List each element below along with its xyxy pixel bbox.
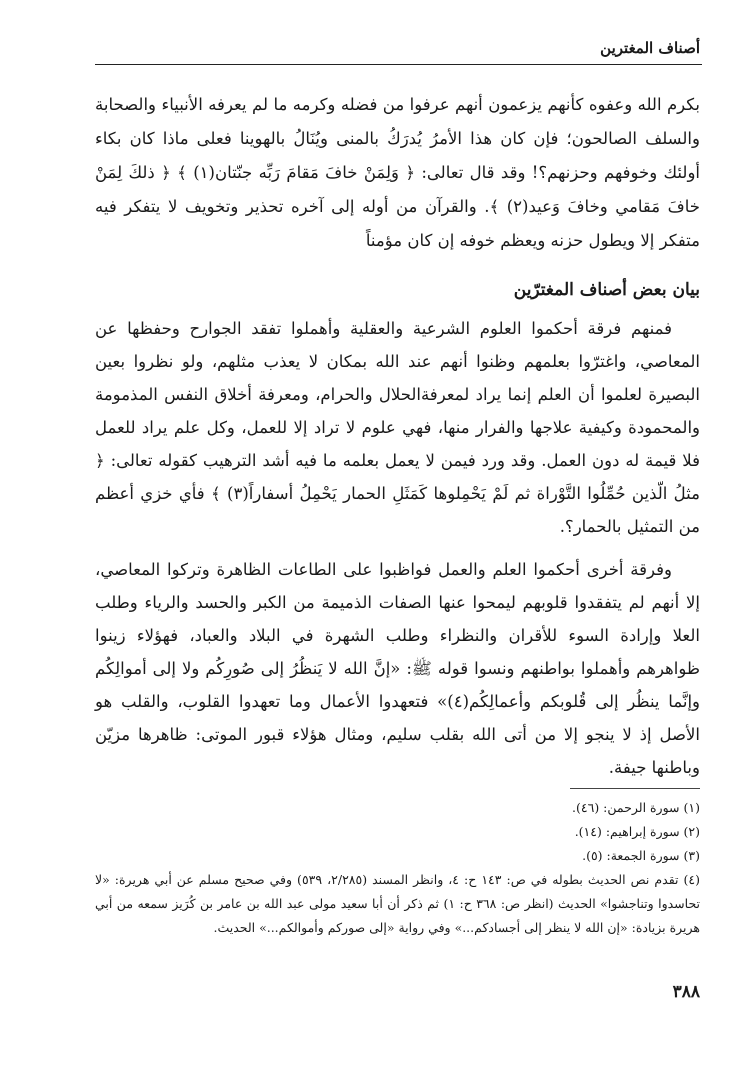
section-paragraph: فمنهم فرقة أحكموا العلوم الشرعية والعقلية وأهملوا تفقد الجوارح وحفظها عن المعاصي، واغترّوا بعلمهم وظنوا أنهم عند الله بمكان لا يعذب مثلهم، ولو نظروا بعين البصيرة لعلموا أن العلم إنما يراد لمعرفةالحلال والحرام، ومعرفة أخلاق النفس المذمومة والمحمودة وكيفية علاجها والفرار منها، فهي علوم لا تراد إلا للعمل، وكل علم يراد للعمل فلا قيمة له دون العمل. وقد ورد فيمن لا يعمل بعلمه ما فيه أشد الترهيب كقوله تعالى: ﴿ مثلُ الّذين حُمِّلُوا التَّوْراة ثم لَمْ يَحْمِلوها كَمَثَلِ الحمار يَحْمِلُ أسفاراً(٣) ﴾ فأي خزي أعظم من التمثيل بالحمار؟. (95, 319, 700, 536)
footnote-item: (٤) تقدم نص الحديث بطوله في ص: ١٤٣ ح: ٤، وانظر المسند (٢/٢٨٥، ٥٣٩) وفي صحيح مسلم عن أبي هريرة: «لا تحاسدوا وتناجشوا» الحديث (انظر ص: ٣٦٨ ح: ١) ثم ذكر أن أبا سعيد مولى عبد الله بن عامر بن كُرَيز سمعه من أبي هريرة بزيادة: «إن الله لا ينظر إلى أجسادكم...» وفي رواية «إلى صوركم وأموالكم...» الحديث. (95, 872, 700, 935)
footnote-item: (٣) سورة الجمعة: (٥). (582, 848, 700, 863)
page-number: ٣٨٨ (672, 982, 700, 1002)
footnote-item: (١) سورة الرحمن: (٤٦). (572, 800, 700, 815)
running-header: أصناف المغترين (600, 39, 700, 57)
footnotes (95, 796, 700, 940)
header-rule (95, 64, 702, 65)
intro-paragraph-text: بكرم الله وعفوه كأنهم يزعمون أنهم عرفوا من فضله وكرمه ما لم يعرفه الأنبياء والصحابة والسلف الصالحون؛ فإن كان هذا الأمرُ يُدرَكُ بالمنى ويُنَالُ بالهوينا فعلى ماذا كان بكاء أولئك وخوفهم وحزنهم؟! وقد قال تعالى: ﴿ وَلِمَنْ خافَ مَقامَ رَبِّه جنّتان(١) ﴾ ﴿ ذلكَ لِمَنْ خافَ مَقامي وخافَ وَعيد(٢) ﴾. والقرآن من أوله إلى آخره تحذير وتخويف لا يتفكر فيه متفكر إلا ويطول حزنه ويعظم خوفه إن كان مؤمناً (95, 95, 700, 250)
intro-paragraph (95, 88, 700, 258)
section-body (95, 312, 700, 784)
section-paragraph: وفرقة أخرى أحكموا العلم والعمل فواظبوا على الطاعات الظاهرة وتركوا المعاصي، إلا أنهم لم يتفقدوا قلوبهم ليمحوا عنها الصفات الذميمة من الكبر والحسد والرياء وطلب العلا وإرادة السوء للأقران والنظراء وطلب الشهرة في البلاد والعباد، فهؤلاء زينوا ظواهرهم وأهملوا بواطنهم ونسوا قوله ﷺ: «إنَّ الله لا يَنظُرُ إلى صُورِكُم ولا إلى أموالِكُم وإنَّما ينظُر إلى قُلوبكم وأعمالِكُم(٤)» فتعهدوا الأعمال وما تعهدوا القلوب، والقلب هو الأصل إذ لا ينجو إلا من أتى الله بقلب سليم، ومثال هؤلاء قبور الموتى: ظاهرها مزيّن وباطنها جيفة. (95, 560, 700, 777)
footnote-item: (٢) سورة إبراهيم: (١٤). (574, 824, 700, 839)
footnote-rule (570, 788, 700, 789)
section-heading: بيان بعض أصناف المغترّين (513, 280, 700, 300)
